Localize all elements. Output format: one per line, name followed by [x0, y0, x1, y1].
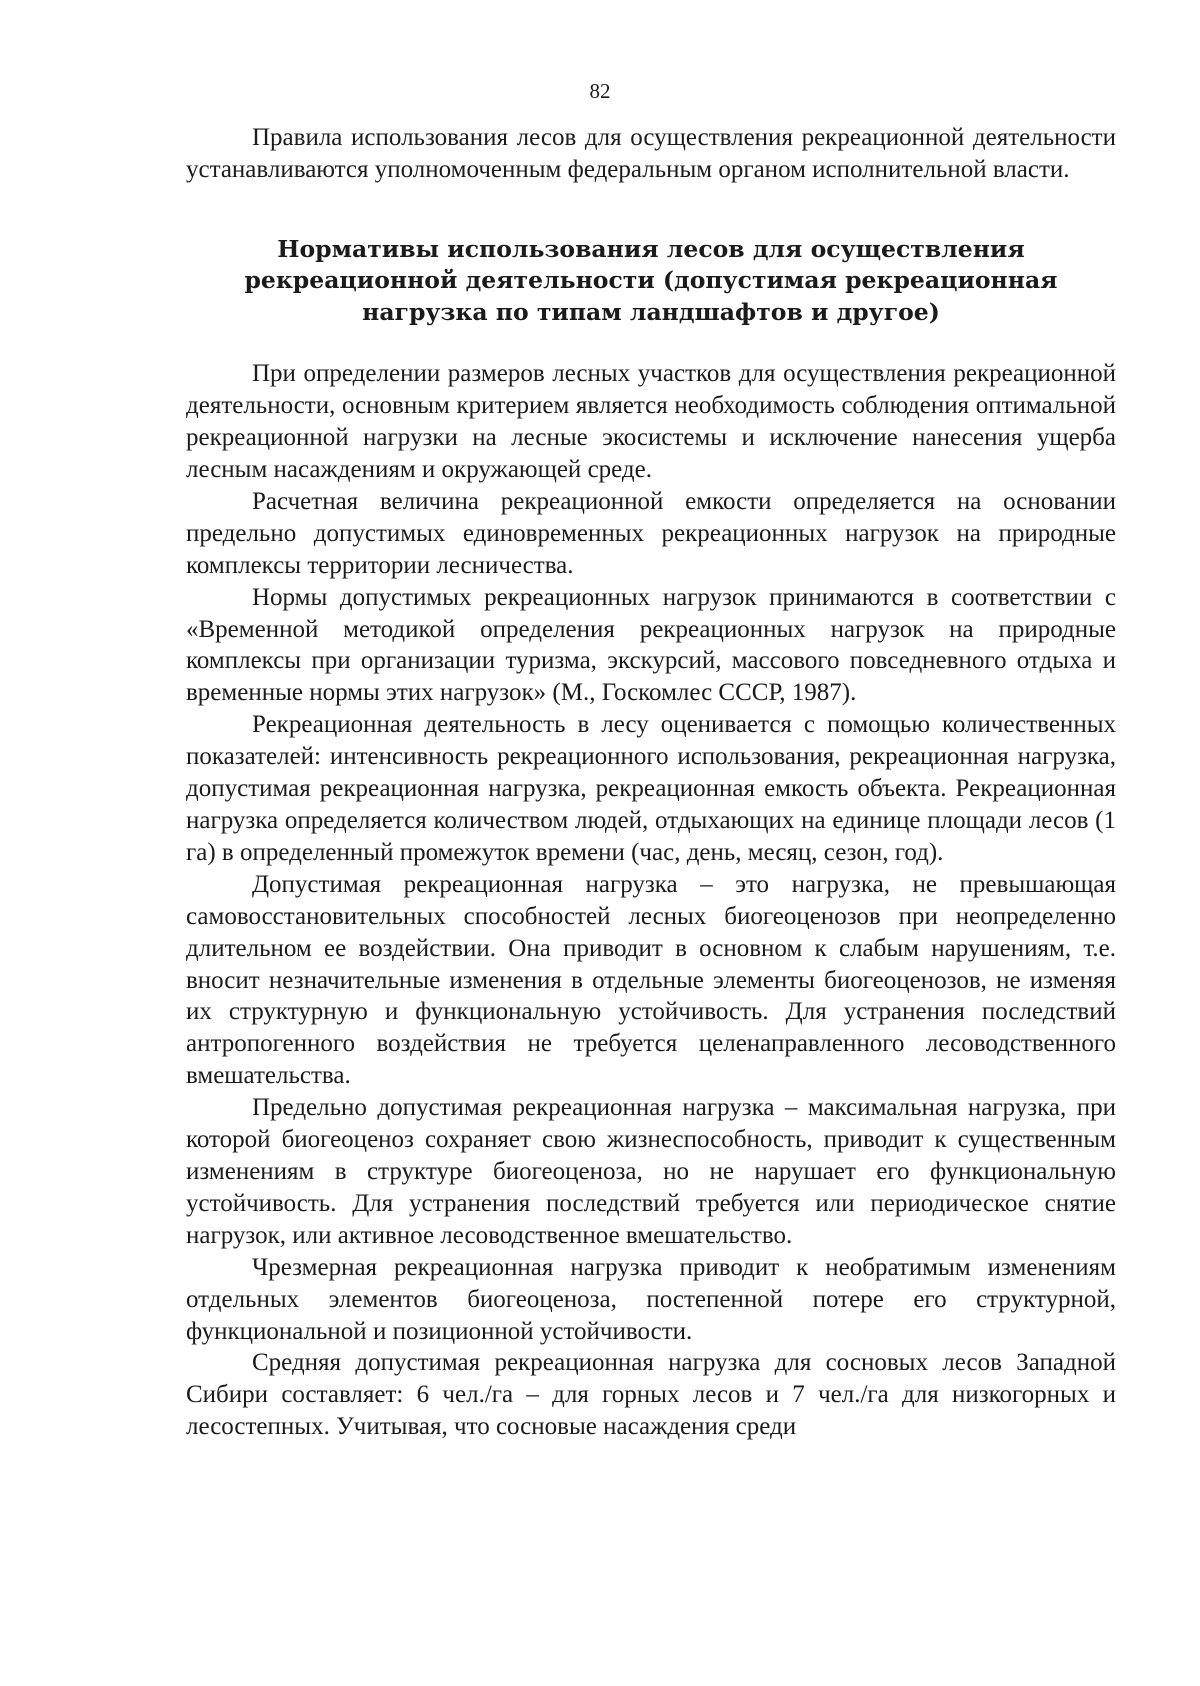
section-heading-line: Нормативы использования лесов для осуществления [277, 234, 1025, 263]
body-paragraph: Допустимая рекреационная нагрузка – это нагрузка, не превышающая самовосстановительных способностей лесных биогеоценозов при неопределенно длительном ее воздействии. Она приводит в основном к слабым нарушениям, т.е. вносит незначительные изменения в отдельные элементы биогеоценозов, не изменяя их структурную и функциональную устойчивость. Для устранения последствий антропогенного воздействия не требуется целенаправленного лесоводственного вмешательства. [186, 870, 1116, 1090]
body-paragraph: Рекреационная деятельность в лесу оценивается с помощью количественных показателей: интенсивность рекреационного использования, рекреационная нагрузка, допустимая рекреационная нагрузка, рекреационная емкость объекта. Рекреационная нагрузка определяется количеством людей, отдыхающих на единице площади лесов (1 га) в определенный промежуток времени (час, день, месяц, сезон, год). [186, 711, 1116, 866]
body-paragraph: Предельно допустимая рекреационная нагрузка – максимальная нагрузка, при которой биогеоценоз сохраняет свою жизнеспособность, приводит к существенным изменениям в структуре биогеоценоза, но не нарушает его функциональную устойчивость. Для устранения последствий требуется или периодическое снятие нагрузок, или активное лесоводственное вмешательство. [186, 1094, 1116, 1249]
body-paragraph: Расчетная величина рекреационной емкости определяется на основании предельно допустимых единовременных рекреационных нагрузок на природные комплексы территории лесничества. [186, 487, 1116, 579]
body-paragraph: Средняя допустимая рекреационная нагрузка для сосновых лесов Западной Сибири составляет: 6 чел./га – для горных лесов и 7 чел./га для низкогорных и лесостепных. Учитывая, что сосновые насаждения среди [186, 1349, 1116, 1441]
body-paragraph: Чрезмерная рекреационная нагрузка приводит к необратимым изменениям отдельных элементов биогеоценоза, постепенной потере его структурной, функциональной и позиционной устойчивости. [186, 1253, 1116, 1345]
section-heading [186, 234, 1116, 329]
document-body [186, 122, 1116, 1443]
page-number: 82 [589, 79, 611, 103]
section-heading-line: нагрузка по типам ландшафтов и другое) [362, 297, 940, 326]
intro-paragraph: Правила использования лесов для осуществления рекреационной деятельности устанавливаются уполномоченным федеральным органом исполнительной власти. [186, 124, 1116, 183]
body-paragraph: При определении размеров лесных участков для осуществления рекреационной деятельности, основным критерием является необходимость соблюдения оптимальной рекреационной нагрузки на лесные экосистемы и исключение нанесения ущерба лесным насаждениям и окружающей среде. [186, 360, 1116, 484]
body-paragraph: Нормы допустимых рекреационных нагрузок принимаются в соответствии с «Временной методикой определения рекреационных нагрузок на природные комплексы при организации туризма, экскурсий, массового повседневного отдыха и временные нормы этих нагрузок» (М., Госкомлес СССР, 1987). [186, 583, 1116, 707]
section-heading-line: рекреационной деятельности (допустимая рекреационная [244, 266, 1058, 295]
